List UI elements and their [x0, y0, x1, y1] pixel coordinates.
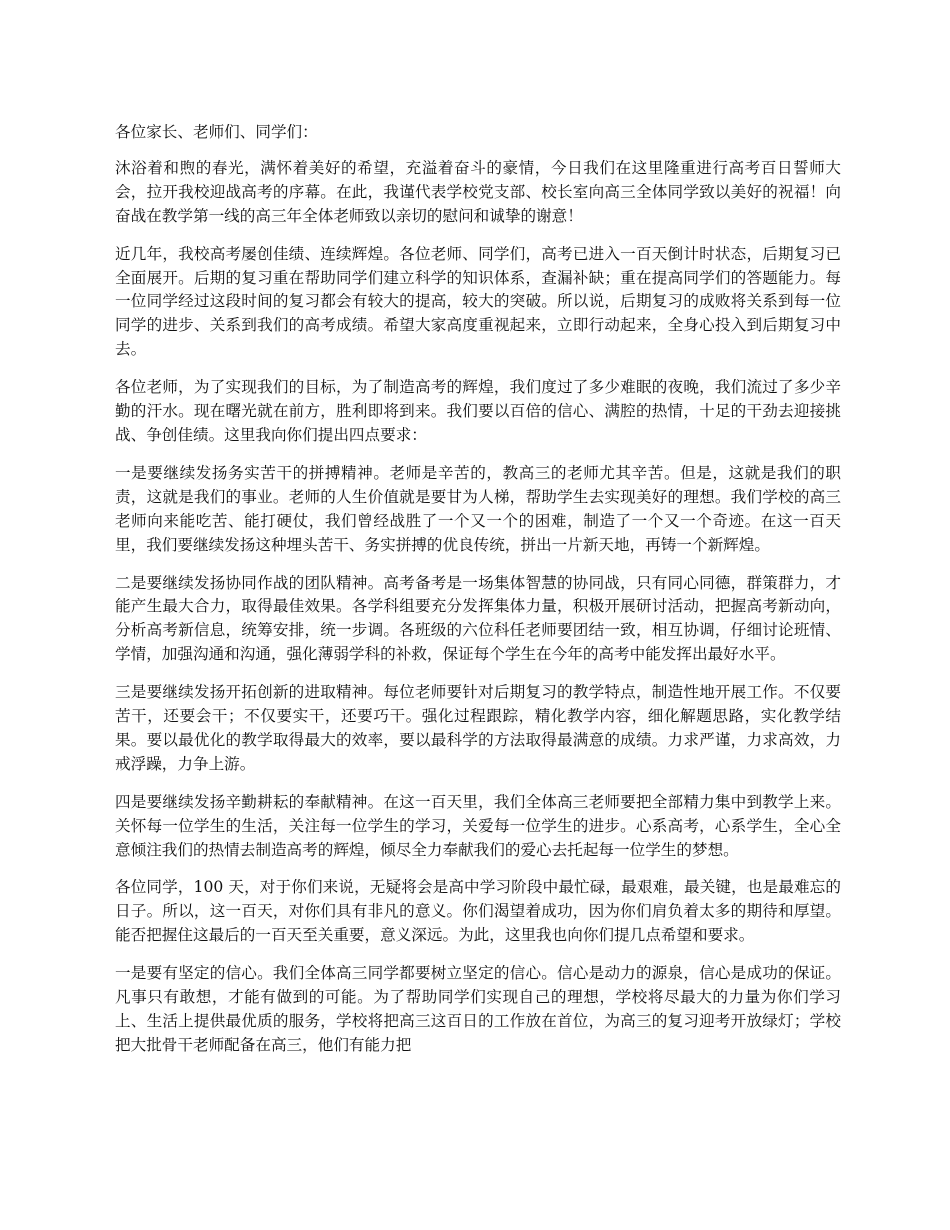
paragraph-teachers-intro: 各位老师，为了实现我们的目标，为了制造高考的辉煌，我们度过了多少难眠的夜晚，我们流过了多少辛勤的汗水。现在曙光就在前方，胜利即将到来。我们要以百倍的信心、满腔的热情，十足的干劲去迎接挑战、争创佳绩。这里我向你们提出四点要求：: [115, 378, 841, 444]
paragraph-teacher-requirement-1: 一是要继续发扬务实苦干的拼搏精神。老师是辛苦的，教高三的老师尤其辛苦。但是，这就是我们的职责，这就是我们的事业。老师的人生价值就是要甘为人梯，帮助学生去实现美好的理想。我们学校的高三老师向来能吃苦、能打硬仗，我们曾经战胜了一个又一个的困难，制造了一个又一个奇迹。在这一百天里，我们要继续发扬这种埋头苦干、务实拼搏的优良传统，拼出一片新天地，再铸一个新辉煌。: [115, 463, 841, 554]
paragraph-students-intro: 各位同学，100 天，对于你们来说，无疑将会是高中学习阶段中最忙碌，最艰难，最关键，也是最难忘的日子。所以，这一百天，对你们具有非凡的意义。你们渴望着成功，因为你们肩负着太多的期待和厚望。能否把握住这最后的一百天至关重要，意义深远。为此，这里我也向你们提几点希望和要求。: [115, 878, 841, 945]
paragraph-teacher-requirement-4: 四是要继续发扬辛勤耕耘的奉献精神。在这一百天里，我们全体高三老师要把全部精力集中到教学上来。关怀每一位学生的生活，关注每一位学生的学习，关爱每一位学生的进步。心系高考，心系学生，全心全意倾注我们的热情去制造高考的辉煌，倾尽全力奉献我们的爱心去托起每一位学生的梦想。: [115, 792, 841, 859]
paragraph-opening: 沐浴着和煦的春光，满怀着美好的希望，充溢着奋斗的豪情，今日我们在这里隆重进行高考百日誓师大会，拉开我校迎战高考的序幕。在此，我谨代表学校党支部、校长室向高三全体同学致以美好的祝福！向奋战在教学第一线的高三年全体老师致以亲切的慰问和诚挚的谢意！: [115, 158, 841, 225]
document-body: [115, 121, 841, 1072]
paragraph-teacher-requirement-3: 三是要继续发扬开拓创新的进取精神。每位老师要针对后期复习的教学特点，制造性地开展工作。不仅要苦干，还要会干；不仅要实干，还要巧干。强化过程跟踪，精化教学内容，细化解题思路，实化教学结果。要以最优化的教学取得最大的效率，要以最科学的方法取得最满意的成绩。力求严谨，力求高效，力戒浮躁，力争上游。: [115, 683, 841, 773]
paragraph-teacher-requirement-2: 二是要继续发扬协同作战的团队精神。高考备考是一场集体智慧的协同战，只有同心同德，群策群力，才能产生最大合力，取得最佳效果。各学科组要充分发挥集体力量，积极开展研讨活动，把握高考新动向，分析高考新信息，统筹安排，统一步调。各班级的六位科任老师要团结一致，相互协调，仔细讨论班情、学情，加强沟通和沟通，强化薄弱学科的补救，保证每个学生在今年的高考中能发挥出最好水平。: [115, 573, 841, 664]
greeting: 各位家长、老师们、同学们：: [115, 123, 318, 141]
paragraph-school-achievements: 近几年，我校高考屡创佳绩、连续辉煌。各位老师、同学们，高考已进入一百天倒计时状态，后期复习已全面展开。后期的复习重在帮助同学们建立科学的知识体系，查漏补缺；重在提高同学们的答题能力。每一位同学经过这段时间的复习都会有较大的提高，较大的突破。所以说，后期复习的成败将关系到每一位同学的进步、关系到我们的高考成绩。希望大家高度重视起来，立即行动起来，全身心投入到后期复习中去。: [115, 244, 841, 359]
paragraph-student-requirement-1: 一是要有坚定的信心。我们全体高三同学都要树立坚定的信心。信心是动力的源泉，信心是成功的保证。凡事只有敢想，才能有做到的可能。为了帮助同学们实现自己的理想，学校将尽最大的力量为你们学习上、生活上提供最优质的服务，学校将把高三这百日的工作放在首位，为高三的复习迎考开放绿灯；学校把大批骨干老师配备在高三，他们有能力把: [115, 964, 841, 1054]
